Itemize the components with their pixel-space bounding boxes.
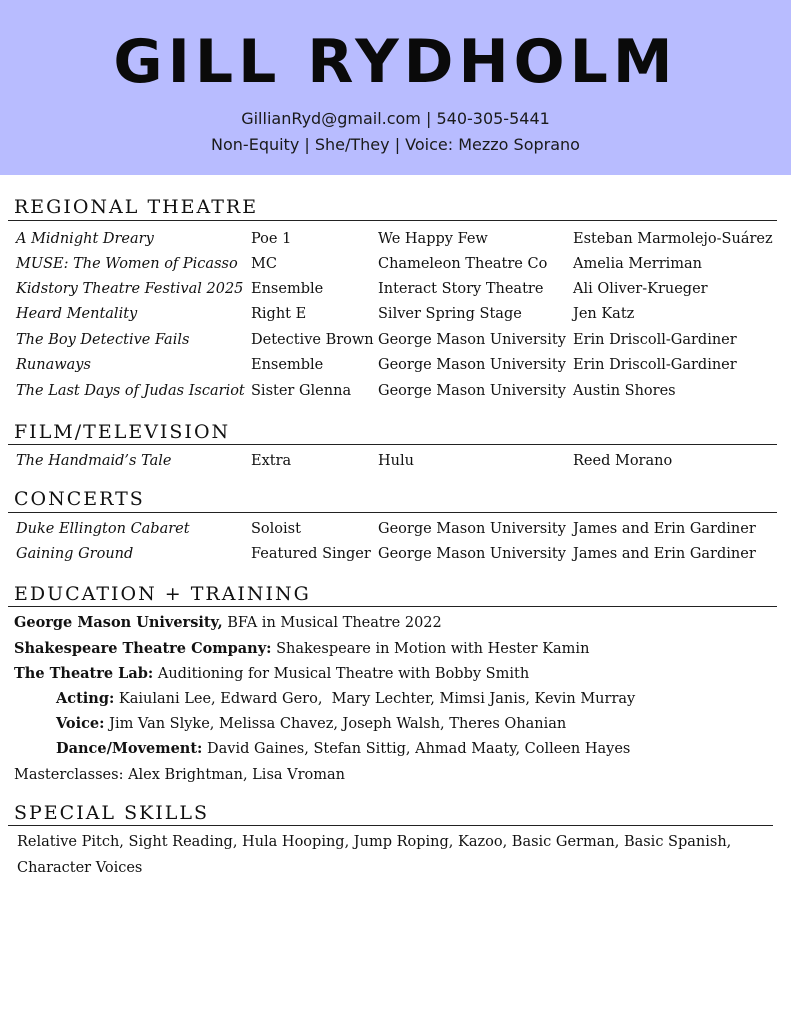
- director-cell: Jen Katz: [573, 306, 635, 322]
- education-detail: Jim Van Slyke, Melissa Chavez, Joseph Walsh, Theres Ohanian: [104, 716, 567, 732]
- regional-row: [0, 354, 791, 376]
- education-label: Dance/Movement:: [56, 740, 203, 757]
- company-cell: George Mason University: [378, 332, 566, 348]
- company-cell: Chameleon Theatre Co: [378, 256, 548, 272]
- concert-row: [0, 543, 791, 565]
- production-cell: Duke Ellington Cabaret: [16, 521, 190, 537]
- education-line: [14, 764, 345, 786]
- regional-row: [0, 253, 791, 275]
- education-line: [56, 688, 635, 710]
- education-detail: Masterclasses: Alex Brightman, Lisa Vroman: [14, 767, 346, 783]
- role-cell: Extra: [251, 453, 292, 469]
- education-label: The Theatre Lab:: [14, 665, 154, 682]
- education-detail: Auditioning for Musical Theatre with Bobby Smith: [153, 666, 530, 682]
- role-cell: Featured Singer: [251, 546, 371, 562]
- company-cell: George Mason University: [378, 357, 566, 373]
- director-cell: Austin Shores: [573, 383, 676, 399]
- concerts-heading: CONCERTS: [14, 488, 145, 510]
- company-cell: George Mason University: [378, 383, 566, 399]
- education-line: [14, 612, 442, 634]
- company-cell: George Mason University: [378, 521, 566, 537]
- header-banner: [0, 0, 791, 175]
- production-cell: Runaways: [16, 357, 91, 373]
- director-cell: Erin Driscoll-Gardiner: [573, 332, 737, 348]
- role-cell: Ensemble: [251, 281, 324, 297]
- regional-theatre-heading: REGIONAL THEATRE: [14, 196, 259, 218]
- regional-row: [0, 303, 791, 325]
- company-cell: We Happy Few: [378, 231, 488, 247]
- production-cell: Kidstory Theatre Festival 2025: [16, 281, 244, 297]
- education-line: [56, 738, 630, 760]
- education-divider: [8, 606, 777, 607]
- director-cell: Reed Morano: [573, 453, 673, 469]
- production-cell: The Last Days of Judas Iscariot: [16, 383, 245, 399]
- company-cell: George Mason University: [378, 546, 566, 562]
- director-cell: Esteban Marmolejo-Suárez: [573, 231, 773, 247]
- director-cell: Amelia Merriman: [573, 256, 702, 272]
- director-cell: Ali Oliver-Krueger: [573, 281, 708, 297]
- regional-row: [0, 380, 791, 402]
- company-cell: Hulu: [378, 453, 414, 469]
- education-line: [56, 713, 566, 735]
- education-detail: BFA in Musical Theatre 2022: [222, 615, 442, 631]
- production-cell: The Handmaid’s Tale: [16, 453, 172, 469]
- production-cell: The Boy Detective Fails: [16, 332, 190, 348]
- role-cell: Sister Glenna: [251, 383, 352, 399]
- production-cell: MUSE: The Women of Picasso: [16, 256, 238, 272]
- concerts-divider: [8, 512, 777, 513]
- info-line: Non-Equity | She/They | Voice: Mezzo Soprano: [211, 135, 580, 154]
- education-detail: David Gaines, Stefan Sittig, Ahmad Maaty, Colleen Hayes: [202, 741, 631, 757]
- regional-divider: [8, 220, 777, 221]
- special-skills-text: Relative Pitch, Sight Reading, Hula Hooping, Jump Roping, Kazoo, Basic German, Basic Spanish, Character Voices: [17, 834, 732, 876]
- education-line: [14, 663, 529, 685]
- education-label: Voice:: [56, 715, 105, 732]
- education-label: Shakespeare Theatre Company:: [14, 640, 272, 657]
- role-cell: Ensemble: [251, 357, 324, 373]
- role-cell: Detective Brown: [251, 332, 374, 348]
- skills-divider: [8, 825, 773, 826]
- company-cell: Silver Spring Stage: [378, 306, 522, 322]
- role-cell: Soloist: [251, 521, 301, 537]
- education-detail: Shakespeare in Motion with Hester Kamin: [271, 641, 590, 657]
- regional-row: [0, 278, 791, 300]
- director-cell: James and Erin Gardiner: [573, 521, 756, 537]
- education-heading: EDUCATION + TRAINING: [14, 583, 311, 605]
- film-television-heading: FILM/TELEVISION: [14, 421, 231, 443]
- regional-row: [0, 329, 791, 351]
- film-row: [0, 450, 791, 472]
- education-label: Acting:: [56, 690, 115, 707]
- performer-name: GILL RYDHOLM: [113, 27, 678, 97]
- education-detail: Kaiulani Lee, Edward Gero, Mary Lechter, Mimsi Janis, Kevin Murray: [114, 691, 636, 707]
- director-cell: Erin Driscoll-Gardiner: [573, 357, 737, 373]
- director-cell: James and Erin Gardiner: [573, 546, 756, 562]
- film-divider: [8, 444, 777, 445]
- role-cell: MC: [251, 256, 277, 272]
- role-cell: Right E: [251, 306, 307, 322]
- concert-row: [0, 518, 791, 540]
- company-cell: Interact Story Theatre: [378, 281, 544, 297]
- education-label: George Mason University,: [14, 614, 223, 631]
- contact-line: GillianRyd@gmail.com | 540-305-5441: [241, 109, 550, 128]
- production-cell: Heard Mentality: [16, 306, 138, 322]
- regional-row: [0, 228, 791, 250]
- education-line: [14, 638, 589, 660]
- production-cell: A Midnight Dreary: [16, 231, 154, 247]
- role-cell: Poe 1: [251, 231, 292, 247]
- production-cell: Gaining Ground: [16, 546, 134, 562]
- special-skills-heading: SPECIAL SKILLS: [14, 802, 210, 824]
